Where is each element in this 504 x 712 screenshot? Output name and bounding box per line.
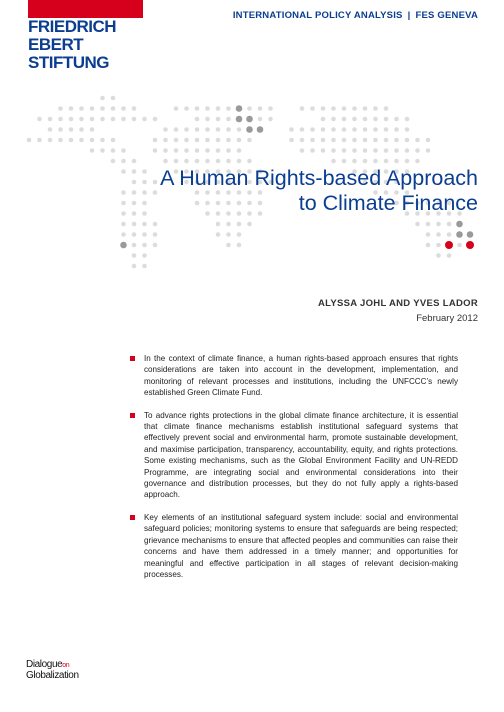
header-series: INTERNATIONAL POLICY ANALYSIS (232, 10, 403, 21)
map-dot (121, 159, 126, 164)
map-dot (363, 117, 368, 122)
map-dot (445, 241, 453, 249)
map-dot (342, 148, 347, 153)
header-office: FES GENEVA (415, 10, 478, 21)
map-dot (100, 96, 105, 101)
dog-word-dialogue: Dialogue (26, 659, 63, 670)
map-dot (195, 127, 200, 132)
map-dot (90, 148, 95, 153)
map-dot (90, 117, 95, 122)
map-dot (111, 106, 116, 111)
map-dot (216, 148, 221, 153)
map-dot (415, 222, 420, 227)
map-dot (237, 222, 242, 227)
map-dot (111, 159, 116, 164)
page-title (98, 166, 478, 216)
map-dot (436, 232, 441, 237)
map-dot (236, 105, 243, 112)
map-dot (310, 138, 315, 143)
map-dot (205, 148, 210, 153)
map-dot (153, 222, 158, 227)
map-dot (300, 148, 305, 153)
map-dot (226, 148, 231, 153)
bullet-square-icon (130, 515, 135, 520)
map-dot (352, 117, 357, 122)
map-dot (153, 148, 158, 153)
bullet-text: Key elements of an institutional safeguard system include: social and environmental safeguard policies; monitoring systems to ensure that safeguards are being respected; grievance mechanisms to ensure that affected peoples and communities can raise their concerns and have them addressed in a timely manner; and opportunities for meaningful and effective participation in all stages of relevant decision-making processes. (144, 512, 458, 579)
map-dot (216, 138, 221, 143)
map-dot (236, 116, 243, 123)
map-dot (436, 222, 441, 227)
map-dot (163, 148, 168, 153)
map-dot (205, 138, 210, 143)
map-dot (90, 106, 95, 111)
map-dot (300, 138, 305, 143)
map-dot (405, 138, 410, 143)
map-dot (100, 148, 105, 153)
map-dot (352, 127, 357, 132)
map-dot (153, 232, 158, 237)
map-dot (142, 117, 147, 122)
map-dot (384, 127, 389, 132)
map-dot (121, 148, 126, 153)
map-dot (342, 117, 347, 122)
map-dot (121, 222, 126, 227)
map-dot (321, 138, 326, 143)
map-dot (405, 159, 410, 164)
map-dot (373, 127, 378, 132)
map-dot (426, 222, 431, 227)
map-dot (132, 222, 137, 227)
map-dot (237, 159, 242, 164)
map-dot (216, 232, 221, 237)
map-dot (216, 117, 221, 122)
map-dot (237, 232, 242, 237)
map-dot (216, 127, 221, 132)
map-dot (226, 232, 231, 237)
map-dot (426, 138, 431, 143)
bullet-square-icon (130, 356, 135, 361)
map-dot (37, 117, 42, 122)
map-dot (163, 138, 168, 143)
map-dot (142, 264, 147, 269)
fes-logo (0, 0, 146, 74)
map-dot (447, 222, 452, 227)
map-dot (394, 148, 399, 153)
map-dot (373, 159, 378, 164)
title-line-1: A Human Rights-based Approach (160, 166, 478, 190)
map-dot (415, 138, 420, 143)
map-dot (226, 138, 231, 143)
map-dot (132, 264, 137, 269)
title-line-2: to Climate Finance (298, 191, 478, 215)
map-dot (132, 106, 137, 111)
map-dot (237, 138, 242, 143)
map-dot (195, 138, 200, 143)
map-dot (363, 106, 368, 111)
map-dot (226, 117, 231, 122)
map-dot (226, 106, 231, 111)
map-dot (174, 138, 179, 143)
map-dot (394, 127, 399, 132)
map-dot (27, 138, 32, 143)
map-dot (384, 138, 389, 143)
map-dot (447, 253, 452, 258)
map-dot (363, 159, 368, 164)
map-dot (300, 106, 305, 111)
map-dot (352, 148, 357, 153)
map-dot (384, 117, 389, 122)
map-dot (394, 138, 399, 143)
map-dot (352, 106, 357, 111)
logo-line-1: FRIEDRICH (28, 17, 117, 36)
map-dot (457, 243, 462, 248)
map-dot (132, 117, 137, 122)
map-dot (237, 243, 242, 248)
summary-bullets (130, 353, 458, 591)
map-dot (100, 117, 105, 122)
map-dot (352, 159, 357, 164)
map-dot (426, 243, 431, 248)
map-dot (331, 138, 336, 143)
map-dot (373, 106, 378, 111)
map-dot (456, 231, 463, 238)
map-dot (289, 138, 294, 143)
map-dot (216, 222, 221, 227)
header-separator: | (407, 10, 411, 21)
map-dot (342, 106, 347, 111)
map-dot (58, 117, 63, 122)
map-dot (247, 138, 252, 143)
map-dot (111, 117, 116, 122)
bullet-text: In the context of climate finance, a human rights-based approach ensures that rights considerations are taken into account in the development, implementation, and monitoring of relevant processes and institutions, including the UNFCCC’s newly established Green Climate Fund. (144, 354, 458, 398)
map-dot (405, 148, 410, 153)
map-dot (121, 232, 126, 237)
series-header (233, 10, 478, 21)
map-dot (48, 117, 53, 122)
map-dot (153, 138, 158, 143)
map-dot (184, 148, 189, 153)
map-dot (426, 148, 431, 153)
map-dot (310, 106, 315, 111)
map-dot (405, 127, 410, 132)
map-dot (120, 242, 127, 249)
map-dot (69, 117, 74, 122)
map-dot (121, 106, 126, 111)
map-dot (447, 232, 452, 237)
map-dot (79, 127, 84, 132)
map-dot (142, 222, 147, 227)
map-dot (226, 222, 231, 227)
map-dot (184, 159, 189, 164)
publication-date: February 2012 (416, 313, 478, 324)
map-dot (384, 148, 389, 153)
map-dot (226, 243, 231, 248)
map-dot (342, 127, 347, 132)
map-dot (111, 148, 116, 153)
map-dot (258, 117, 263, 122)
map-dot (174, 127, 179, 132)
map-dot (184, 106, 189, 111)
map-dot (237, 148, 242, 153)
map-dot (142, 232, 147, 237)
authors: ALYSSA JOHL AND YVES LADOR (317, 298, 478, 309)
map-dot (216, 159, 221, 164)
map-dot (394, 159, 399, 164)
map-dot (331, 127, 336, 132)
map-dot (132, 253, 137, 258)
map-dot (289, 127, 294, 132)
map-dot (268, 106, 273, 111)
map-dot (466, 241, 474, 249)
map-dot (195, 117, 200, 122)
map-dot (394, 117, 399, 122)
map-dot (153, 243, 158, 248)
bullet-text: To advance rights protections in the global climate finance architecture, it is essential that climate finance mechanisms establish institutional safeguard systems that effectively prevent social and environmental harm, promote sustainable development, and maximise participation, transparency, accountability, equity, and rights protections. Some existing mechanisms, such as the Global Environment Facility and UN-REDD Programme, are integrating social and environmental considerations into their governance and distribution processes, but they do not fully apply a rights-based approach. (144, 410, 458, 500)
map-dot (246, 116, 253, 123)
map-dot (184, 127, 189, 132)
map-dot (384, 159, 389, 164)
map-dot (205, 106, 210, 111)
map-dot (373, 138, 378, 143)
map-dot (467, 231, 474, 238)
dialogue-on-globalization-logo (26, 660, 79, 681)
map-dot (310, 148, 315, 153)
map-dot (321, 117, 326, 122)
map-dot (58, 127, 63, 132)
map-dot (247, 222, 252, 227)
map-dot (373, 148, 378, 153)
dog-word-globalization: Globalization (26, 670, 79, 681)
map-dot (90, 127, 95, 132)
map-dot (436, 253, 441, 258)
logo-line-3: STIFTUNG (28, 53, 109, 72)
map-dot (342, 159, 347, 164)
map-dot (100, 138, 105, 143)
dog-word-on: on (62, 662, 70, 669)
map-dot (405, 117, 410, 122)
map-dot (363, 138, 368, 143)
map-dot (331, 159, 336, 164)
map-dot (456, 221, 463, 228)
map-dot (237, 127, 242, 132)
logo-line-2: EBERT (28, 35, 84, 54)
map-dot (37, 138, 42, 143)
map-dot (142, 253, 147, 258)
map-dot (321, 148, 326, 153)
map-dot (90, 138, 95, 143)
map-dot (226, 159, 231, 164)
map-dot (310, 127, 315, 132)
bullet-item (130, 410, 458, 501)
map-dot (205, 127, 210, 132)
map-dot (342, 138, 347, 143)
map-dot (415, 148, 420, 153)
map-dot (58, 138, 63, 143)
map-dot (174, 159, 179, 164)
map-dot (174, 148, 179, 153)
map-dot (79, 106, 84, 111)
map-dot (257, 126, 264, 133)
map-dot (321, 127, 326, 132)
map-dot (373, 117, 378, 122)
map-dot (426, 232, 431, 237)
logo-red-bar (28, 0, 143, 18)
map-dot (69, 106, 74, 111)
map-dot (48, 138, 53, 143)
map-dot (58, 106, 63, 111)
map-dot (331, 117, 336, 122)
map-dot (246, 126, 253, 133)
map-dot (121, 117, 126, 122)
map-dot (163, 127, 168, 132)
map-dot (331, 148, 336, 153)
map-dot (132, 243, 137, 248)
map-dot (69, 138, 74, 143)
map-dot (331, 106, 336, 111)
map-dot (195, 148, 200, 153)
map-dot (247, 106, 252, 111)
map-dot (352, 138, 357, 143)
bullet-item (130, 512, 458, 580)
map-dot (174, 106, 179, 111)
map-dot (79, 138, 84, 143)
map-dot (195, 106, 200, 111)
map-dot (111, 138, 116, 143)
map-dot (132, 232, 137, 237)
bullet-item (130, 353, 458, 399)
map-dot (163, 159, 168, 164)
map-dot (363, 127, 368, 132)
map-dot (100, 106, 105, 111)
map-dot (321, 106, 326, 111)
map-dot (205, 159, 210, 164)
map-dot (300, 127, 305, 132)
bullet-square-icon (130, 413, 135, 418)
map-dot (216, 106, 221, 111)
map-dot (48, 127, 53, 132)
map-dot (268, 117, 273, 122)
map-dot (69, 127, 74, 132)
map-dot (258, 106, 263, 111)
map-dot (195, 159, 200, 164)
map-dot (415, 159, 420, 164)
map-dot (226, 127, 231, 132)
map-dot (153, 117, 158, 122)
map-dot (205, 117, 210, 122)
map-dot (132, 159, 137, 164)
map-dot (436, 243, 441, 248)
map-dot (184, 138, 189, 143)
map-dot (247, 159, 252, 164)
map-dot (142, 243, 147, 248)
map-dot (79, 117, 84, 122)
map-dot (111, 96, 116, 101)
map-dot (363, 148, 368, 153)
map-dot (384, 106, 389, 111)
